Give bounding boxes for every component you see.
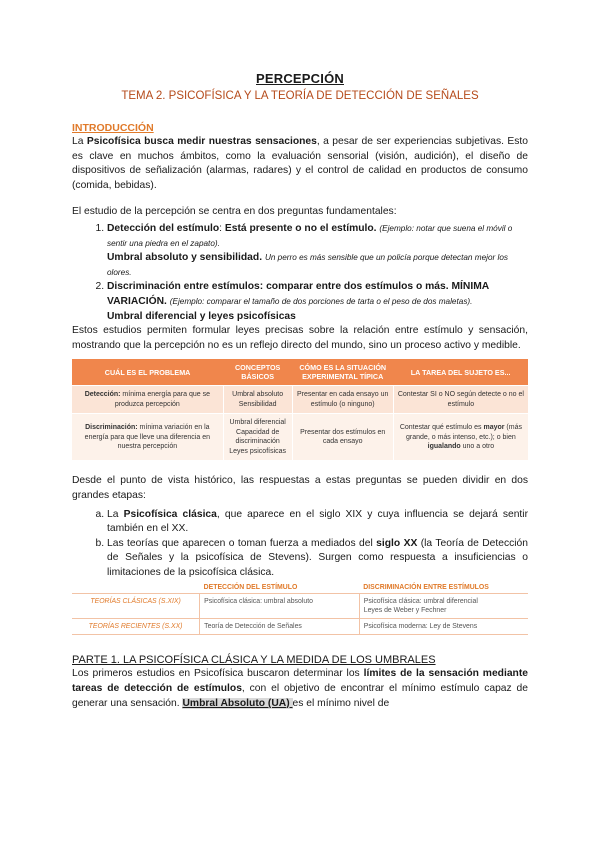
page-title: PERCEPCIÓN — [256, 71, 344, 86]
text: , que aparece en el siglo XIX y cuya influencia se dejará sentir también en el XX. — [107, 508, 528, 535]
text: La — [72, 136, 87, 147]
example-text: (Ejemplo: notar que suena el móvil o sentir una piedra en el zapato). — [107, 223, 513, 248]
text: : — [219, 222, 225, 234]
part1-heading: PARTE 1. LA PSICOFÍSICA CLÁSICA Y LA MEDIDA DE LOS UMBRALES — [72, 654, 436, 667]
laws-paragraph: Estos estudios permiten formular leyes precisas sobre la relación entre estímulo y sensación, mostrando que la percepción no es un reflejo directo del mundo, sino un proceso activo y medible. — [72, 325, 528, 351]
table-cell: Psicofísica clásica: umbral absoluto — [200, 594, 360, 619]
intro-heading: INTRODUCCIÓN — [72, 122, 154, 134]
bold-text: Umbral absoluto y sensibilidad. — [107, 252, 263, 264]
history-item-classic — [107, 508, 528, 537]
bold-text: Detección del estímulo — [107, 222, 220, 234]
bold-text: Psicofísica busca medir nuestras sensaciones — [86, 136, 317, 147]
table-row — [72, 414, 528, 461]
table-cell — [223, 386, 292, 414]
history-list — [72, 508, 528, 581]
intro-paragraph — [72, 135, 528, 193]
bold-text: Discriminación: — [85, 424, 138, 432]
bold-text: mayor — [483, 424, 505, 432]
table-cell — [72, 414, 223, 461]
table-row — [72, 619, 528, 635]
question-item-detection — [107, 222, 528, 280]
history-item-modern — [107, 537, 528, 581]
table-cell: Presentar dos estímulos en cada ensayo — [292, 414, 393, 461]
table-header: DISCRIMINACIÓN ENTRE ESTÍMULOS — [359, 582, 528, 594]
table-header: CONCEPTOS BÁSICOS — [223, 359, 292, 386]
text: , a pesar de ser experiencias subjetivas. Esto es clave en muchos ámbitos, como la evaluación sensorial (visión, audición), el diseño de dispositivos de señalización (alarmas, radares) y el control de calidad en productos de consumo (comida, bebidas). — [72, 136, 528, 191]
bold-text: igualando — [427, 443, 461, 451]
text: mínima variación en la energía para que lleve una diferencia en nuestra percepción — [84, 424, 210, 451]
text: Umbral absoluto — [232, 391, 284, 399]
text: Los primeros estudios en Psicofísica buscaron determinar los — [72, 668, 364, 680]
table-cell: Contestar SI o NO según detecte o no el estímulo — [393, 386, 528, 414]
text: Leyes de Weber y Fechner — [363, 607, 447, 615]
document-page — [72, 70, 528, 711]
bold-text: límites de la sensación mediante tareas de detección de estímulos — [72, 668, 528, 695]
questions-intro: El estudio de la percepción se centra en dos preguntas fundamentales: — [72, 206, 397, 218]
table-header-row — [72, 582, 528, 594]
table-row — [72, 386, 528, 414]
part1-paragraph — [72, 667, 528, 711]
text: (más grande, o más intenso, etc.); o bien — [406, 424, 522, 441]
table-cell — [72, 386, 223, 414]
bold-text: Psicofísica clásica — [123, 508, 217, 520]
highlighted-term: Umbral Absoluto (UA) — [182, 697, 293, 709]
table-header — [72, 582, 200, 594]
questions-list — [72, 222, 528, 324]
text: mínima energía para que se produzca percepción — [114, 391, 210, 408]
text: Contestar qué estímulo es — [399, 424, 484, 432]
concepts-table — [72, 359, 528, 460]
bold-text: Discriminación entre estímulos: comparar entre dos estímulos o más. MÍNIMA VARIACIÓN. — [107, 281, 489, 307]
text: Capacidad de discriminación — [235, 428, 280, 446]
history-paragraph: Desde el punto de vista histórico, las respuestas a estas preguntas se pueden dividir en dos grandes etapas: — [72, 475, 528, 501]
table-header-row — [72, 359, 528, 386]
bold-text: siglo XX — [376, 537, 418, 549]
row-label: TEORÍAS CLÁSICAS (S.XIX) — [72, 594, 200, 619]
text: Psicofísica clásica: umbral diferencial — [363, 598, 478, 606]
text: uno a otro — [460, 443, 495, 451]
bold-text: Está presente o no el estímulo. — [224, 222, 377, 234]
text: Sensibilidad — [238, 400, 277, 408]
table-header: CÓMO ES LA SITUACIÓN EXPERIMENTAL TÍPICA — [292, 359, 393, 386]
text: Umbral diferencial — [229, 419, 286, 427]
table-header: LA TAREA DEL SUJETO ES... — [393, 359, 528, 386]
table-cell — [393, 414, 528, 461]
table-row — [72, 594, 528, 619]
row-label: TEORÍAS RECIENTES (S.XX) — [72, 619, 200, 635]
table-cell — [223, 414, 292, 461]
table-cell: Presentar en cada ensayo un estímulo (o ninguno) — [292, 386, 393, 414]
bold-text: Detección: — [84, 391, 121, 399]
page-subtitle: TEMA 2. PSICOFÍSICA Y LA TEORÍA DE DETECCIÓN DE SEÑALES — [121, 90, 479, 102]
theories-table — [72, 582, 528, 635]
text: La — [107, 508, 124, 520]
text: es el mínimo nivel de — [292, 697, 390, 709]
table-cell — [359, 594, 528, 619]
table-cell: Teoría de Detección de Señales — [200, 619, 360, 635]
text: (la Teoría de Detección de Señales y la psicofísica de Stevens). Surgen como respuesta a insuficiencias o limitaciones de la psicofísica clásica. — [107, 537, 529, 578]
text: Leyes psicofísicas — [229, 447, 287, 455]
text: , con el objetivo de encontrar el mínimo estímulo capaz de generar una sensación. — [72, 683, 528, 709]
example-text: (Ejemplo: comparar el tamaño de dos porciones de tarta o el peso de dos maletas). — [169, 296, 473, 306]
sub-item: Umbral diferencial y leyes psicofísicas — [107, 310, 296, 322]
sub-item — [107, 251, 528, 280]
table-cell: Psicofísica moderna: Ley de Stevens — [359, 619, 528, 635]
table-header: CUÁL ES EL PROBLEMA — [72, 359, 223, 386]
text: Las teorías que aparecen o toman fuerza a mediados del — [107, 537, 377, 549]
example-text: Un perro es más sensible que un policía porque detectan mejor los olores. — [107, 253, 508, 277]
table-header: DETECCIÓN DEL ESTÍMULO — [200, 582, 360, 594]
question-item-discrimination — [107, 280, 528, 324]
